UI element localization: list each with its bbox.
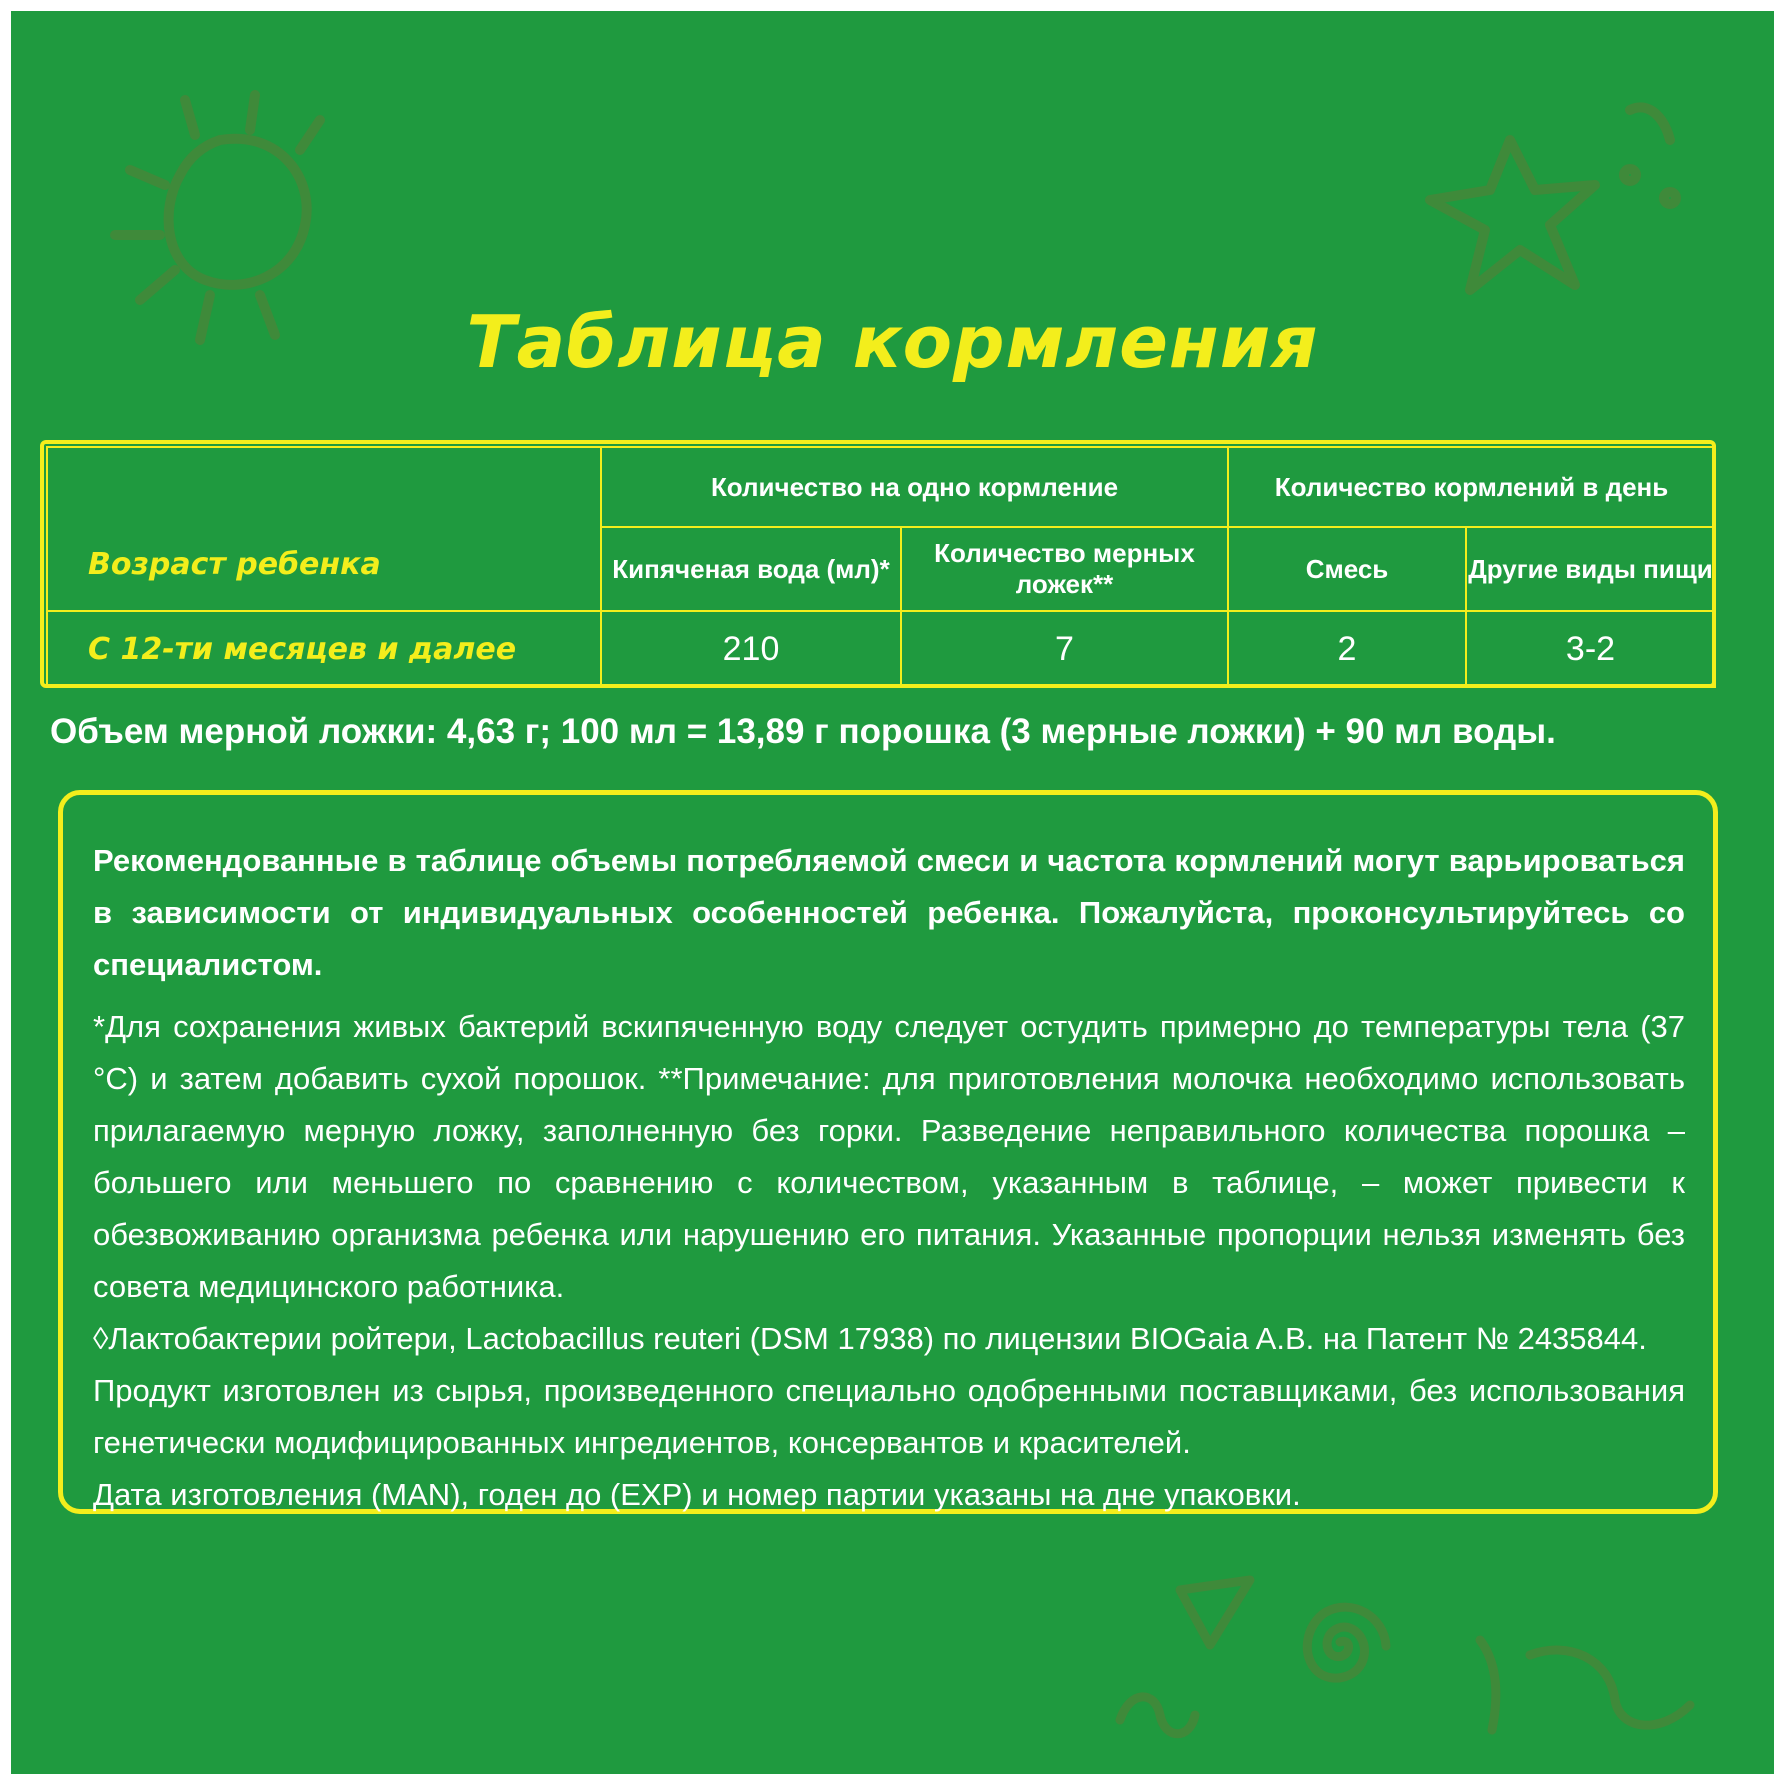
row-spoons: 7 (901, 611, 1228, 687)
table-row (47, 611, 1715, 687)
footnote-lactobacteria: ◊Лактобактерии ройтери, Lactobacillus reuteri (DSM 17938) по лицензии BIOGaia A.B. на Патент № 2435844. (93, 1321, 1647, 1356)
group-header-per-day: Количество кормлений в день (1228, 447, 1715, 527)
group-header-per-feeding: Количество на одно кормление (601, 447, 1228, 527)
row-water: 210 (601, 611, 901, 687)
col-formula-header: Смесь (1228, 527, 1466, 611)
notes-box (58, 790, 1718, 1514)
spoon-volume-note: Объем мерной ложки: 4,63 г; 100 мл = 13,89 г порошка (3 мерные ложки) + 90 мл воды. (50, 712, 1556, 751)
col-water-header: Кипяченая вода (мл)* (601, 527, 901, 611)
recommendation-text: Рекомендованные в таблице объемы потребляемой смеси и частота кормлений могут варьироваться в зависимости от индивидуальных особенностей ребенка. Пожалуйста, проконсультируйтесь со специалистом. (93, 843, 1685, 982)
table-header-row (47, 447, 1715, 527)
feeding-table (46, 446, 1716, 688)
age-header: Возраст ребенка (47, 447, 601, 611)
product-info: Продукт изготовлен из сырья, произведенного специально одобренными поставщиками, без использования генетически модифицированных ингредиентов, консервантов и красителей. (93, 1373, 1685, 1460)
row-formula: 2 (1228, 611, 1466, 687)
col-other-header: Другие виды пищи (1466, 527, 1715, 611)
row-other: 3-2 (1466, 611, 1715, 687)
col-spoons-header: Количество мерных ложек** (901, 527, 1228, 611)
row-age: С 12-ти месяцев и далее (47, 611, 601, 687)
squiggle-icon (1100, 1620, 1760, 1760)
date-info: Дата изготовления (MAN), годен до (EXP) и номер партии указаны на дне упаковки. (93, 1477, 1301, 1512)
footnote-water: *Для сохранения живых бактерий вскипяченную воду следует остудить примерно до температуры тела (37 °С) и затем добавить сухой порошок. **Примечание: для приготовления молочка необходимо использовать прилагаемую мерную ложку, заполненную без горки. Разведение неправильного количества порошка – большего или меньшего по сравнению с количеством, указанным в таблице, – может привести к обезвоживанию организма ребенка или нарушению его питания. Указанные пропорции нельзя изменять без совета медицинского работника. (93, 1009, 1685, 1304)
page-title: Таблица кормления (466, 300, 1319, 384)
